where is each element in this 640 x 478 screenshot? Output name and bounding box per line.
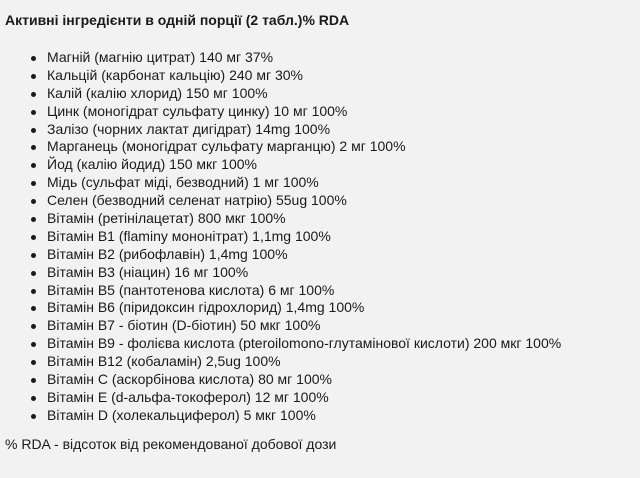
ingredient-item xyxy=(31,389,561,407)
bullet-icon xyxy=(31,92,36,97)
ingredient-item xyxy=(31,210,561,228)
ingredient-text: Вітамін D (холекальциферол) 5 мкг 100% xyxy=(47,406,316,423)
ingredient-text: Вітамін (ретінілацетат) 800 мкг 100% xyxy=(47,210,286,227)
bullet-icon xyxy=(31,342,36,347)
ingredient-item xyxy=(31,317,561,335)
ingredient-text: Вітамін C (аскорбінова кислота) 80 мг 100% xyxy=(47,371,332,388)
bullet-icon xyxy=(31,324,36,329)
ingredient-item xyxy=(31,246,561,264)
bullet-icon xyxy=(31,289,36,294)
ingredient-text: Вітамін B7 - біотин (D-біотин) 50 мкг 100% xyxy=(47,317,321,334)
ingredient-item xyxy=(31,264,561,282)
ingredient-item xyxy=(31,85,561,103)
bullet-icon xyxy=(31,253,36,258)
ingredient-text: Марганець (моногідрат сульфату марганцю) 2 мг 100% xyxy=(47,138,406,155)
bullet-icon xyxy=(31,145,36,150)
ingredient-text: Вітамін B6 (піридоксин гідрохлорид) 1,4mg 100% xyxy=(47,299,365,316)
bullet-icon xyxy=(31,181,36,186)
ingredient-text: Магній (магнію цитрат) 140 мг 37% xyxy=(47,49,274,65)
ingredient-text: Вітамін B12 (кобаламін) 2,5ug 100% xyxy=(47,353,281,370)
ingredient-item xyxy=(31,282,561,300)
bullet-icon xyxy=(31,271,36,276)
ingredient-item xyxy=(31,67,561,85)
bullet-icon xyxy=(31,163,36,168)
bullet-icon xyxy=(31,360,36,365)
ingredient-item xyxy=(31,138,561,156)
ingredient-text: Мідь (сульфат міді, безводний) 1 мг 100% xyxy=(47,174,319,191)
ingredient-item xyxy=(31,49,561,67)
ingredient-text: Вітамін B1 (flaminy мононітрат) 1,1mg 100% xyxy=(47,227,331,244)
bullet-icon xyxy=(31,235,36,240)
ingredient-text: Кальцій (карбонат кальцію) 240 мг 30% xyxy=(47,66,303,83)
ingredient-item xyxy=(31,353,561,371)
ingredient-text: Селен (безводний селенат натрію) 55ug 100% xyxy=(47,192,347,209)
rda-footnote: % RDA - відсоток від рекомендованої добової дози xyxy=(5,436,337,452)
bullet-icon xyxy=(31,110,36,115)
ingredient-list xyxy=(31,49,561,425)
bullet-icon xyxy=(31,306,36,311)
ingredient-item xyxy=(31,103,561,121)
ingredient-item xyxy=(31,299,561,317)
ingredient-text: Вітамін B9 - фолієва кислота (pteroilomono-глутамінової кислоти) 200 мкг 100% xyxy=(47,335,562,352)
ingredient-item xyxy=(31,192,561,210)
ingredient-item xyxy=(31,335,561,353)
bullet-icon xyxy=(31,396,36,401)
ingredient-item xyxy=(31,121,561,139)
ingredient-text: Залізо (чорних лактат дигідрат) 14mg 100% xyxy=(47,120,331,137)
ingredient-item xyxy=(31,407,561,425)
bullet-icon xyxy=(31,378,36,383)
bullet-icon xyxy=(31,56,36,61)
ingredient-text: Цинк (моногідрат сульфату цинку) 10 мг 100% xyxy=(47,102,348,119)
bullet-icon xyxy=(31,199,36,204)
bullet-icon xyxy=(31,74,36,79)
ingredient-text: Вітамін B3 (ніацин) 16 мг 100% xyxy=(47,263,249,280)
bullet-icon xyxy=(31,217,36,222)
ingredient-item xyxy=(31,156,561,174)
ingredient-text: Вітамін E (d-альфа-токоферол) 12 мг 100% xyxy=(47,388,329,405)
ingredient-text: Вітамін B2 (рибофлавін) 1,4mg 100% xyxy=(47,245,288,262)
ingredient-text: Калій (калію хлорид) 150 мг 100% xyxy=(47,84,268,101)
ingredient-text: Вітамін B5 (пантотенова кислота) 6 мг 100% xyxy=(47,281,335,298)
ingredient-text: Йод (калію йодид) 150 мкг 100% xyxy=(47,156,257,173)
ingredient-item xyxy=(31,371,561,389)
ingredient-item xyxy=(31,174,561,192)
ingredient-item xyxy=(31,228,561,246)
page-title: Активні інгредієнти в одній порції (2 табл.)% RDA xyxy=(5,12,350,28)
bullet-icon xyxy=(31,128,36,133)
bullet-icon xyxy=(31,414,36,419)
